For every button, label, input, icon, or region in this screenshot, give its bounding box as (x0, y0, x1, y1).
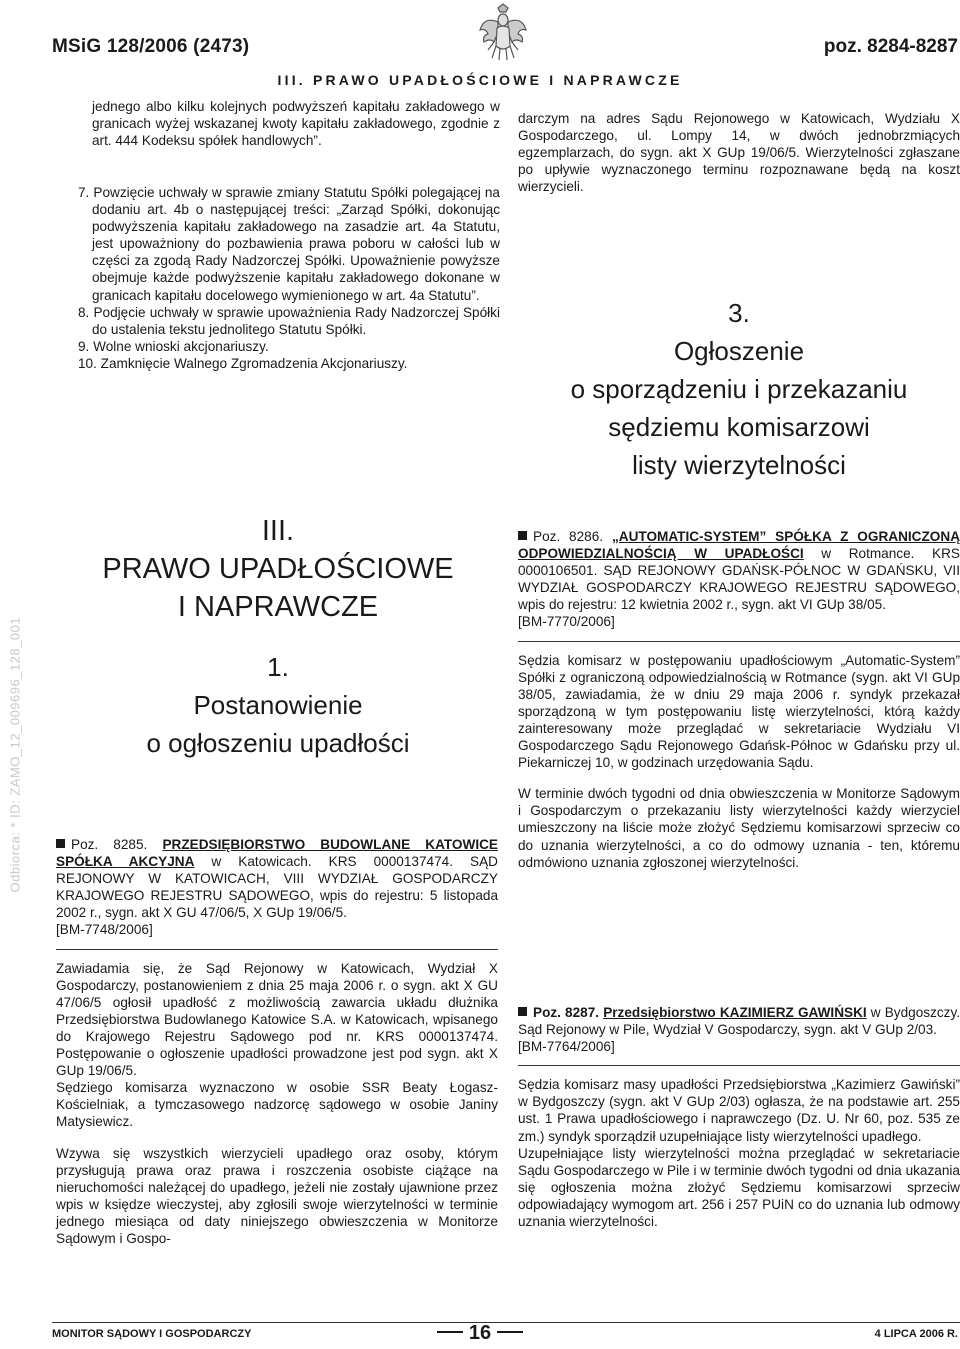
section-title (56, 512, 500, 762)
company-name: „AUTOMATIC-SYSTEM” SPÓŁKA Z OGRANICZONĄ ODPOWIEDZIALNOŚCIĄ W UPADŁOŚCI (518, 529, 960, 562)
section-number: III. (261, 515, 295, 547)
notice-paragraph: Sędziego komisarza wyznaczono w osobie SSR Beaty Łogasz-Kościelniak, a tymczasowego nadzorcę sądowego w osobie Janiny Matysiewicz. (56, 1080, 498, 1130)
title-line: sędziemu komisarzowi (608, 412, 870, 442)
notice-paragraph: Uzupełniające listy wierzytelności można przeglądać w sekretariacie Sądu Gospodarczego w Pile i w terminie dwóch tygodni od dnia ukazania się ogłoszenia można złożyć Sędziemu komisarzowi sprzeciw odpowiadający wymogom art. 256 i 257 PUiN co do uznania lub odmowy uznania wierzytelności. (518, 1145, 960, 1230)
title-line: o sporządzeniu i przekazaniu (570, 374, 908, 404)
bullet-icon (518, 1007, 527, 1016)
agenda-list (78, 184, 500, 372)
subsection-title-line: Postanowienie (193, 690, 363, 720)
section-title-line: I NAPRAWCZE (177, 591, 379, 623)
page-number (0, 1322, 960, 1345)
notice-bm-ref: [BM-7764/2006] (518, 1039, 615, 1055)
section-title-line: PRAWO UPADŁOŚCIOWE (102, 553, 454, 585)
notice-3-title (518, 294, 960, 484)
notice-position: Poz. 8287. (533, 1005, 600, 1020)
notice-paragraph: Zawiadamia się, że Sąd Rejonowy w Katowicach, Wydział X Gospodarczy, postanowieniem z dnia 25 maja 2006 r. o sygn. akt X GU 47/06/5 ogłosił upadłość z możliwością zawarcia układu dłużnika Przedsiębiorstwa Budowlanego Katowice S.A. w Katowicach, wpisanego do Krajowego Rejestru Sądowego pod nr. KRS 0000137474. Postępowanie o ogłoszenie upadłości prowadzone jest pod sygn. akt X GUp 19/06/5. (56, 960, 498, 1079)
divider (56, 949, 498, 950)
subsection-title-line: o ogłoszeniu upadłości (146, 728, 410, 758)
footer-publication: MONITOR SĄDOWY I GOSPODARCZY (52, 1328, 252, 1340)
notice-registry: w Rotmance. KRS 0000106501. SĄD REJONOWY GDAŃSK-PÓŁNOC W GDAŃSKU, VII WYDZIAŁ GOSPODARCZY KRAJOWEGO REJESTRU SĄDOWEGO, wpis do rejestru: 12 kwietnia 2002 r., sygn. akt VI GUp 38/05. (518, 546, 960, 613)
section-header: III. PRAWO UPADŁOŚCIOWE I NAPRAWCZE (277, 72, 683, 88)
footer-date: 4 LIPCA 2006 R. (874, 1328, 958, 1340)
notice-paragraph: Wzywa się wszystkich wierzycieli upadłego oraz osoby, którym przysługują prawa oraz prawa i roszczenia osobiste ciążące na nieruchomości należącej do upadłego, jeżeli nie zostały ujawnione przez wpis w księdze wieczystej, aby zgłosili swoje wierzytelności w terminie jednego miesiąca od daty niniejszego obwieszczenia w Monitorze Sądowym i Gospo- (56, 1145, 498, 1246)
agenda-item-10: 10. Zamknięcie Walnego Zgromadzenia Akcjonariuszy. (78, 355, 408, 371)
title-number: 3. (728, 298, 750, 328)
top-left-column (92, 98, 500, 149)
company-name: Przedsiębiorstwo KAZIMIERZ GAWIŃSKI (603, 1005, 867, 1020)
notice-registry: w Katowicach. KRS 0000137474. SĄD REJONOWY W KATOWICACH, VIII WYDZIAŁ GOSPODARCZY KRAJOWEGO REJESTRU SĄDOWEGO, wpis do rejestru: 5 listopada 2002 r., sygn. akt X GU 47/06/5, X GUp 19/06/5. (56, 854, 498, 921)
notice-position: Poz. 8286. (533, 529, 604, 544)
header-issue: MSiG 128/2006 (2473) (52, 36, 250, 57)
claims-notice-paragraph: darczym na adres Sądu Rejonowego w Katowicach, Wydziału X Gospodarczego, ul. Lompy 14, w dwóch jednobrzmiących egzemplarzach, do sygn. akt X GUp 19/06/5. Wierzytelności zgłaszane po upływie wyznaczonego terminu rozpoznawane będą na koszt wierzycieli. (518, 111, 960, 195)
notice-paragraph: Sędzia komisarz w postępowaniu upadłościowym „Automatic-System” Spółki z ograniczoną odpowiedzialnością w Rotmance (sygn. akt VI GUp 38/05, zawiadamia, że w dniu 29 maja 2006 r. syndyk przekazał sporządzoną w tym postępowaniu listę wierzytelności, którą każdy zainteresowany może przeglądać w sekretariacie Wydziału VI Gospodarczego Sądu Rejonowego Gdańsk-Północ w Gdańsku przy ul. Piekarniczej 10, w godzinach urzędowania Sądu. (518, 652, 960, 771)
header-positions: poz. 8284-8287 (823, 36, 958, 57)
agenda-item-8: 8. Podjęcie uchwały w sprawie upoważnienia Rady Nadzorczej Spółki do ustalenia tekstu jednolitego Statutu Spółki. (78, 304, 500, 337)
bullet-icon (56, 839, 65, 848)
top-right-column (518, 110, 960, 195)
title-line: listy wierzytelności (632, 450, 846, 480)
notice-8285 (56, 836, 498, 1247)
notice-paragraph: Sędzia komisarz masy upadłości Przedsiębiorstwa „Kazimierz Gawiński” w Bydgoszczy (sygn. akt V GUp 2/03) ogłasza, że na podstawie art. 255 ust. 1 Prawa upadłościowego i naprawczego (Dz. U. Nr 60, poz. 535 ze zm.) syndyk sporządził uzupełniające listy wierzytelności upadłego. (518, 1077, 960, 1144)
subsection-number: 1. (267, 652, 289, 682)
agenda-item-9: 9. Wolne wnioski akcjonariuszy. (78, 338, 269, 354)
divider (518, 641, 960, 642)
company-name: PRZEDSIĘBIORSTWO BUDOWLANE KATOWICE SPÓŁKA AKCYJNA (56, 837, 498, 870)
notice-bm-ref: [BM-7770/2006] (518, 614, 615, 630)
eagle-emblem-icon (478, 2, 528, 64)
notice-position: Poz. 8285. (71, 837, 148, 852)
title-line: Ogłoszenie (673, 336, 805, 366)
notice-8286 (518, 528, 960, 871)
bullet-icon (518, 531, 527, 540)
notice-8287 (518, 1004, 960, 1230)
notice-registry: w Bydgoszczy. Sąd Rejonowy w Pile, Wydział V Gospodarczy, sygn. akt V GUp 2/03. (518, 1005, 960, 1038)
continuation-paragraph: jednego albo kilku kolejnych podwyższeń kapitału zakładowego w granicach wyżej wskazanej kwoty kapitału zakładowego, zgodnie z art. 444 Kodeksu spółek handlowych”. (92, 99, 500, 149)
notice-paragraph: W terminie dwóch tygodni od dnia obwieszczenia w Monitorze Sądowym i Gospodarczym o przekazaniu listy wierzytelności każdy wierzyciel umieszczony na liście może złożyć Sędziemu komisarzowi sprzeciw co do uznania wierzytelności, a co do odmowy uznania - ten, któremu odmówiono uznania zgłoszonej wierzytelności. (518, 786, 960, 870)
divider (518, 1065, 960, 1066)
notice-bm-ref: [BM-7748/2006] (56, 922, 153, 938)
page-number-text: 16 (468, 1322, 492, 1344)
recipient-watermark: Odbiorca: * ID: ZAMO_12_009696_128_001 (7, 616, 23, 893)
agenda-item-7: 7. Powzięcie uchwały w sprawie zmiany Statutu Spółki polegającej na dodaniu art. 4b o następującej treści: „Zarząd Spółki, dokonując podwyższenia kapitału zakładowego na zasadzie art. 4a Statutu, jest upoważniony do pozbawienia prawa poboru w całości lub w części za zgodą Rady Nadzorczej Spółki. Upoważnienie powyższe obejmuje każde podwyższenie kapitału zakładowego dokonane w granicach kapitału docelowego wymienionego w art. 4a Statutu”. (78, 185, 500, 303)
